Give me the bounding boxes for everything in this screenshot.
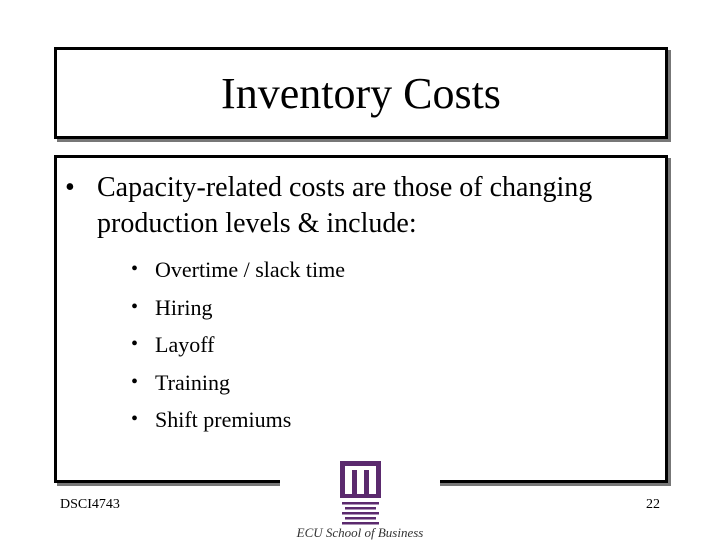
sub-bullet-text: Layoff (155, 332, 215, 357)
sub-bullet-list (131, 251, 345, 439)
content-box (54, 155, 668, 483)
sub-bullet-text: Overtime / slack time (155, 257, 345, 282)
bullet-dot: • (131, 258, 139, 280)
bullet-dot: • (65, 172, 75, 203)
sub-bullet-item (131, 326, 345, 364)
logo-caption: ECU School of Business (296, 525, 424, 540)
sub-bullet-text: Shift premiums (155, 407, 292, 432)
sub-bullet-item (131, 364, 345, 402)
sub-bullet-item (131, 251, 345, 289)
sub-bullet-item (131, 289, 345, 327)
sub-bullet-item (131, 401, 345, 439)
main-bullet-text: Capacity-related costs are those of changing production levels & include: (97, 172, 593, 239)
course-code: DSCI4743 (60, 497, 120, 512)
title-box (54, 47, 668, 139)
sub-bullet-text: Training (155, 369, 230, 395)
bullet-dot: • (131, 295, 139, 318)
slide-title: Inventory Costs (221, 68, 501, 118)
bullet-dot: • (131, 408, 139, 430)
bullet-dot: • (131, 370, 139, 393)
bullet-dot: • (131, 333, 139, 355)
university-logo (333, 458, 388, 528)
page-number: 22 (646, 497, 660, 512)
sub-bullet-text: Hiring (155, 294, 213, 320)
